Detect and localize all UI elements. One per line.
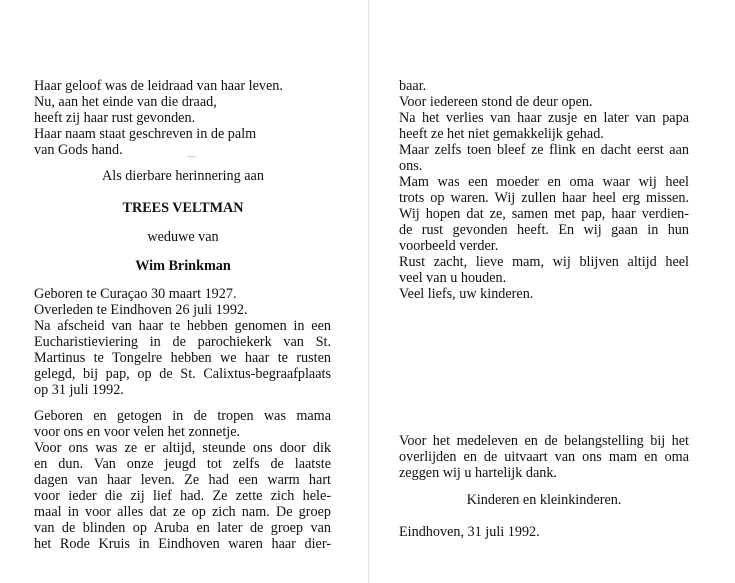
paragraph-line: Mam was een moeder en oma waar wij heel — [399, 174, 689, 190]
paragraph-line: Na afscheid van haar te hebben genomen in een — [34, 318, 331, 334]
paragraph-line: baar. — [399, 78, 427, 94]
widow-of-label: weduwe van — [147, 229, 219, 245]
paragraph-line: ons. — [399, 158, 423, 174]
paragraph-line: gelegd, bij pap, op de St. Calixtus-begraafplaats — [34, 366, 331, 382]
poem-line: Nu, aan het einde van die draad, — [34, 94, 217, 110]
paragraph-line: Geboren en getogen in de tropen was mama — [34, 408, 331, 424]
paragraph-line: Voor het medeleven en de belangstelling bij het — [399, 433, 689, 449]
paragraph-line: Wij hopen dat ze, samen met pap, haar verdien- — [399, 206, 689, 222]
paragraph-line: Maar zelfs toen bleef ze flink en dacht eerst aan — [399, 142, 689, 158]
paragraph-line: zeggen wij u hartelijk dank. — [399, 465, 557, 481]
memorial-intro: Als dierbare herinnering aan — [102, 168, 264, 184]
poem-line: van Gods hand. — [34, 142, 123, 158]
fold-divider — [368, 0, 369, 583]
paragraph-line: voorbeeld verder. — [399, 238, 499, 254]
death-line: Overleden te Eindhoven 26 juli 1992. — [34, 302, 248, 318]
paragraph-line: Martinus te Tongelre hebben we haar te rusten — [34, 350, 331, 366]
paragraph-line: trots op waren. Wij zullen haar heel erg missen. — [399, 190, 689, 206]
paragraph-line: maal in voor alles dat ze op zich nam. De groep — [34, 504, 331, 520]
paragraph-line: op 31 juli 1992. — [34, 382, 124, 398]
print-speck — [187, 156, 196, 157]
paragraph-line: heeft ze het niet gemakkelijk gehad. — [399, 126, 604, 142]
paragraph-line: overlijden en de uitvaart van ons mam en oma — [399, 449, 689, 465]
spouse-name: Wim Brinkman — [135, 258, 231, 274]
paragraph-line: Eucharistieviering in de parochiekerk van St. — [34, 334, 331, 350]
paragraph-line: Veel liefs, uw kinderen. — [399, 286, 534, 302]
poem-line: Haar geloof was de leidraad van haar leven. — [34, 78, 283, 94]
paragraph-line: de rust gevonden heeft. En wij gaan in hun — [399, 222, 689, 238]
paragraph-line: Rust zacht, lieve mam, wij blijven altijd heel — [399, 254, 689, 270]
paragraph-line: en dun. Van onze jeugd tot zelfs de laatste — [34, 456, 331, 472]
paragraph-line: Voor ons was ze er altijd, steunde ons door dik — [34, 440, 331, 456]
paragraph-line: veel van u houden. — [399, 270, 507, 286]
paragraph-line: voor ons en voor velen het zonnetje. — [34, 424, 241, 440]
deceased-name: TREES VELTMAN — [122, 200, 244, 216]
paragraph-line: dagen van haar leven. Ze had een warm hart — [34, 472, 331, 488]
signature: Kinderen en kleinkinderen. — [466, 492, 622, 508]
poem-line: heeft zij haar rust gevonden. — [34, 110, 196, 126]
poem-line: Haar naam staat geschreven in de palm — [34, 126, 257, 142]
place-date: Eindhoven, 31 juli 1992. — [399, 524, 540, 540]
paragraph-line: van de blinden op Aruba en later de groep van — [34, 520, 331, 536]
paragraph-line: het Rode Kruis in Eindhoven waren haar dier- — [34, 536, 331, 552]
paragraph-line: voor ieder die zij lief had. Ze zette zich hele- — [34, 488, 331, 504]
paragraph-line: Voor iedereen stond de deur open. — [399, 94, 593, 110]
paragraph-line: Na het verlies van haar zusje en later van papa — [399, 110, 689, 126]
birth-line: Geboren te Curaçao 30 maart 1927. — [34, 286, 237, 302]
